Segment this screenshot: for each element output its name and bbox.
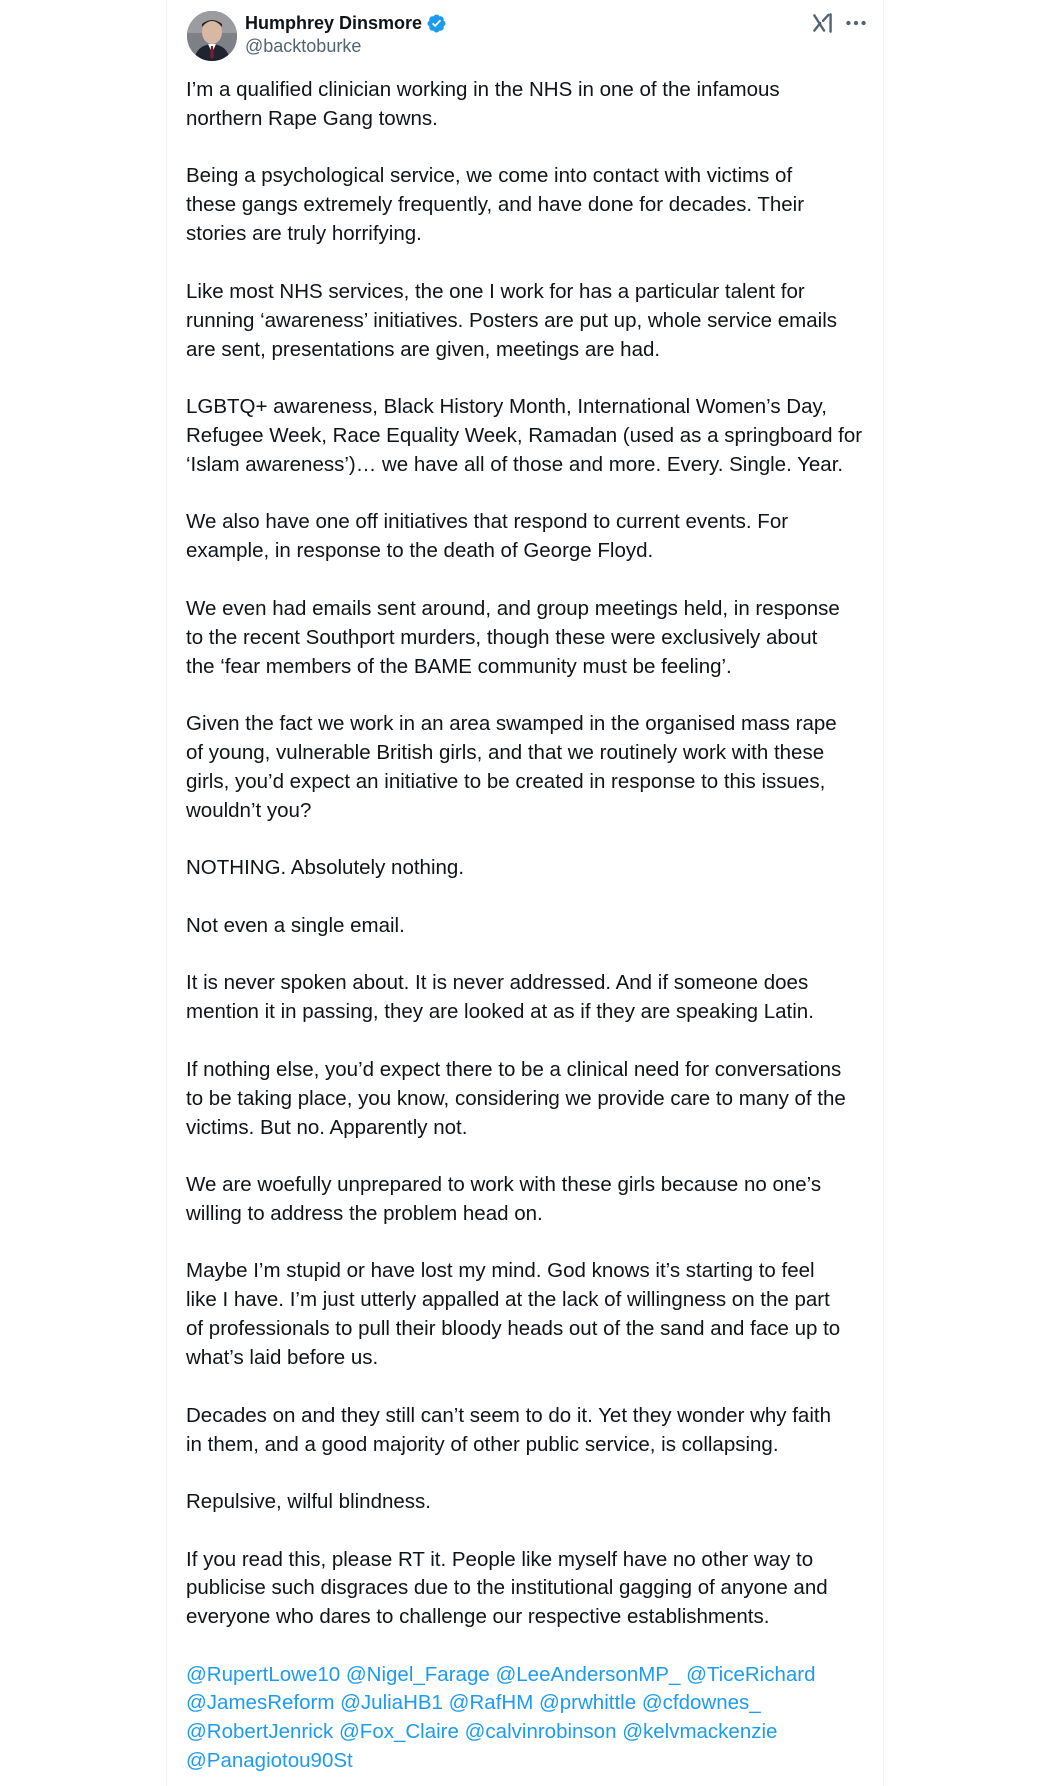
tweet-paragraph: Maybe I’m stupid or have lost my mind. God knows it’s starting to feel like I have. I’m just utterly appalled at the lack of willingness on the part of professionals to pull their bloody heads out of the sand and face up to what’s laid before us. xyxy=(186,1259,841,1370)
tweet-card xyxy=(166,0,884,1786)
tweet-paragraph: If nothing else, you’d expect there to be a clinical need for conversations to be taking place, you know, considering we provide care to many of the victims. But no. Apparently not. xyxy=(186,1057,846,1139)
tweet-paragraph: Given the fact we work in an area swamped in the organised mass rape of young, vulnerable British girls, and that we routinely work with these girls, you’d expect an initiative to be created in response to this issues, wouldn’t you? xyxy=(186,712,837,822)
mention-link[interactable]: @RupertLowe10 xyxy=(186,1662,341,1686)
mention-link[interactable]: @RobertJenrick xyxy=(186,1720,334,1744)
author-display-name[interactable]: Humphrey Dinsmore xyxy=(245,12,423,33)
tweet-paragraph: Decades on and they still can’t seem to do it. Yet they wonder why faith in them, and a good majority of other public service, is collapsing. xyxy=(186,1403,831,1456)
verified-badge-icon xyxy=(426,13,447,34)
mention-link[interactable]: @prwhittle xyxy=(538,1691,637,1715)
mention-link[interactable]: @RafHM xyxy=(448,1691,534,1715)
tweet-paragraph: Repulsive, wilful blindness. xyxy=(186,1490,431,1514)
mention-link[interactable]: @kelvmackenzie xyxy=(622,1720,778,1744)
tweet-paragraph: I’m a qualified clinician working in the NHS in one of the infamous northern Rape Gang towns. xyxy=(186,78,780,130)
mention-link[interactable]: @JamesReform xyxy=(186,1691,335,1715)
grok-icon[interactable] xyxy=(810,10,836,36)
mention-link[interactable]: @Fox_Claire xyxy=(338,1720,459,1744)
tweet-paragraph: It is never spoken about. It is never addressed. And if someone does mention it in passing, they are looked at as if they are speaking Latin. xyxy=(186,971,814,1024)
mentions-list xyxy=(186,1661,872,1775)
author-name-row[interactable] xyxy=(245,12,447,34)
mention-link[interactable]: @LeeAndersonMP_ xyxy=(495,1662,681,1686)
mention-link[interactable]: @TiceRichard xyxy=(686,1662,816,1686)
tweet-paragraph: We also have one off initiatives that respond to current events. For example, in response to the death of George Floyd. xyxy=(186,510,789,563)
tweet-paragraph: LGBTQ+ awareness, Black History Month, International Women’s Day, Refugee Week, Race Equality Week, Ramadan (used as a springboard for ‘Islam awareness’)… we have all of those and more. Every. Single. Year. xyxy=(186,395,863,476)
tweet-paragraph: Like most NHS services, the one I work for has a particular talent for running ‘awareness’ initiatives. Posters are put up, whole service emails are sent, presentations are given, meetings are had. xyxy=(186,279,837,361)
tweet-paragraph: Being a psychological service, we come into contact with victims of these gangs extremely frequently, and have done for decades. Their stories are truly horrifying. xyxy=(186,164,805,246)
mention-link[interactable]: @Panagiotou90St xyxy=(186,1748,353,1772)
mention-link[interactable]: @calvinrobinson xyxy=(464,1720,617,1744)
mention-link[interactable]: @Nigel_Farage xyxy=(345,1662,490,1686)
tweet-text xyxy=(186,76,872,1775)
tweet-paragraph: We even had emails sent around, and group meetings held, in response to the recent Southport murders, though these were exclusively about the ‘fear members of the BAME community must be feeling’. xyxy=(186,596,840,678)
mention-link[interactable]: @cfdownes_ xyxy=(641,1691,761,1715)
avatar[interactable] xyxy=(187,11,237,61)
tweet-paragraph: NOTHING. Absolutely nothing. xyxy=(186,856,465,880)
tweet-paragraph: Not even a single email. xyxy=(186,913,405,937)
tweet-paragraph: We are woefully unprepared to work with these girls because no one’s willing to address the problem head on. xyxy=(186,1173,822,1225)
author-handle[interactable]: @backtoburke xyxy=(245,36,362,56)
tweet-paragraph: If you read this, please RT it. People like myself have no other way to publicise such disgraces due to the institutional gagging of anyone and everyone who dares to challenge our respective establishments. xyxy=(186,1547,828,1629)
more-options-icon[interactable] xyxy=(843,10,869,36)
mention-link[interactable]: @JuliaHB1 xyxy=(340,1691,443,1715)
